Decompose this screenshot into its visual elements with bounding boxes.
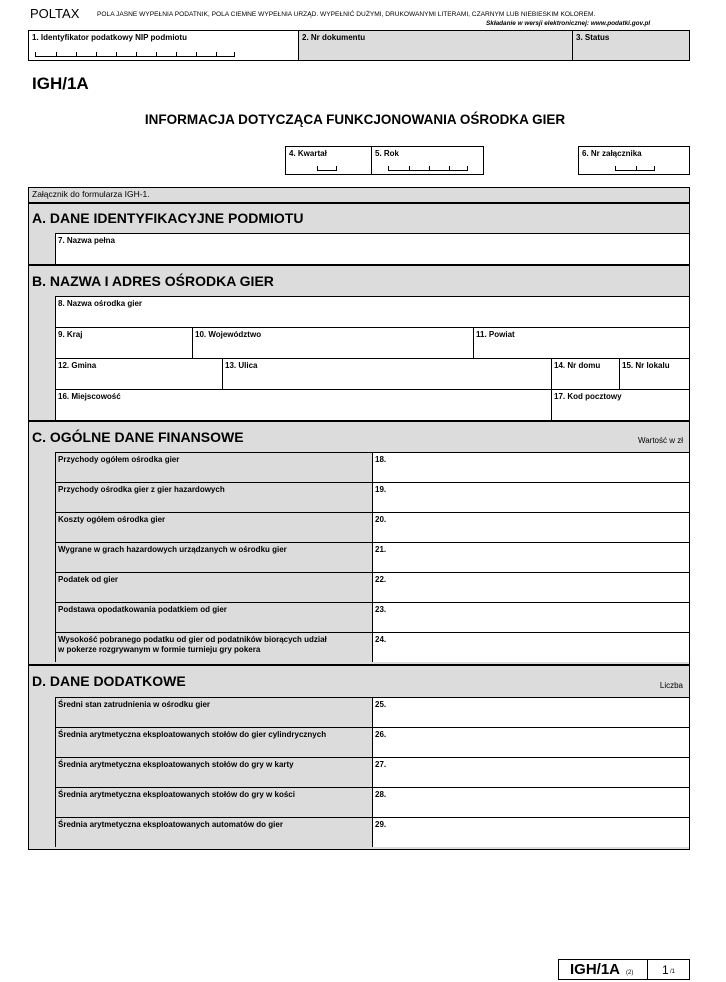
table-row-label-cell xyxy=(55,512,372,542)
row-label: Średnia arytmetyczna eksploatowanych stołów do gry w kości xyxy=(58,790,295,799)
commune-field[interactable] xyxy=(55,358,222,389)
field-number: 22. xyxy=(375,575,387,584)
postal-code-label: 17. Kod pocztowy xyxy=(554,392,622,401)
house-number-field[interactable] xyxy=(551,358,619,389)
row-label: Przychody ośrodka gier z gier hazardowych xyxy=(58,485,225,494)
voivodeship-label: 10. Województwo xyxy=(195,330,262,339)
doc-number-label: 2. Nr dokumentu xyxy=(302,33,366,42)
table-row-label-cell xyxy=(55,572,372,602)
section-a-title: A. DANE IDENTYFIKACYJNE PODMIOTU xyxy=(32,210,304,226)
field-number: 28. xyxy=(375,790,387,799)
quarter-ticks xyxy=(317,166,337,171)
table-row-value-field[interactable] xyxy=(372,697,689,727)
county-label: 11. Powiat xyxy=(476,330,515,339)
footer-code: IGH/1A xyxy=(570,961,621,978)
commune-label: 12. Gmina xyxy=(58,361,97,370)
table-row-label-cell xyxy=(55,727,372,757)
attachment-note: Załącznik do formularza IGH-1. xyxy=(32,189,150,199)
city-label: 16. Miejscowość xyxy=(58,392,121,401)
table-row-label-cell xyxy=(55,452,372,482)
apartment-number-label: 15. Nr lokalu xyxy=(622,361,670,370)
full-name-field[interactable] xyxy=(55,233,689,264)
attachment-number-field[interactable] xyxy=(578,146,690,175)
row-label: Przychody ogółem ośrodka gier xyxy=(58,455,180,464)
field-number: 18. xyxy=(375,455,387,464)
postal-code-field[interactable] xyxy=(551,389,689,420)
row-label: Wysokość pobranego podatku od gier od podatników biorących udział xyxy=(58,635,327,644)
form-code: IGH/1A xyxy=(32,74,89,93)
field-number: 19. xyxy=(375,485,387,494)
year-ticks xyxy=(388,166,468,171)
row-label: Średnia arytmetyczna eksploatowanych stołów do gry w karty xyxy=(58,760,294,769)
doc-number-field xyxy=(299,31,573,60)
table-row-value-field[interactable] xyxy=(372,572,689,602)
table-row-value-field[interactable] xyxy=(372,542,689,572)
table-row-label-cell xyxy=(55,632,372,662)
status-label: 3. Status xyxy=(576,33,610,42)
table-row-value-field[interactable] xyxy=(372,452,689,482)
quarter-label: 4. Kwartał xyxy=(289,149,327,158)
brand: POLTAX xyxy=(30,6,80,21)
center-name-field[interactable] xyxy=(55,296,689,327)
row-label: Podatek od gier xyxy=(58,575,119,584)
center-name-label: 8. Nazwa ośrodka gier xyxy=(58,299,143,308)
field-number: 25. xyxy=(375,700,387,709)
year-field[interactable] xyxy=(371,146,484,175)
table-row-label-cell xyxy=(55,602,372,632)
section-c-divider xyxy=(29,420,689,422)
table-row-value-field[interactable] xyxy=(372,602,689,632)
table-row-value-field[interactable] xyxy=(372,632,689,662)
nip-field[interactable] xyxy=(29,31,299,60)
field-number: 29. xyxy=(375,820,387,829)
instruction: POLA JASNE WYPEŁNIA PODATNIK, POLA CIEMNE WYPEŁNIA URZĄD. WYPEŁNIĆ DUŻYMI, DRUKOWANYMI LITERAMI, CZARNYM LUB NIEBIESKIM KOLOREM. xyxy=(97,11,596,18)
house-number-label: 14. Nr domu xyxy=(554,361,601,370)
section-c-title: C. OGÓLNE DANE FINANSOWE xyxy=(32,429,244,445)
voivodeship-field[interactable] xyxy=(192,327,473,358)
section-b-divider xyxy=(29,264,689,266)
city-field[interactable] xyxy=(55,389,551,420)
row-label: Średnia arytmetyczna eksploatowanych stołów do gier cylindrycznych xyxy=(58,730,327,739)
county-field[interactable] xyxy=(473,327,689,358)
table-row-label-cell xyxy=(55,787,372,817)
footer-page-of: /1 xyxy=(670,969,676,975)
country-field[interactable] xyxy=(55,327,192,358)
table-row-value-field[interactable] xyxy=(372,787,689,817)
footer-page-box xyxy=(647,959,690,980)
section-d-title: D. DANE DODATKOWE xyxy=(32,673,186,689)
field-number: 24. xyxy=(375,635,387,644)
street-label: 13. Ulica xyxy=(225,361,258,370)
form-title: INFORMACJA DOTYCZĄCA FUNKCJONOWANIA OŚRODKA GIER xyxy=(144,112,566,127)
section-a-divider xyxy=(29,202,689,204)
section-d-divider xyxy=(29,664,689,666)
section-d-unit: Liczba xyxy=(659,681,683,690)
table-row-label-cell xyxy=(55,697,372,727)
section-c-unit: Wartość w zł xyxy=(637,436,683,445)
electronic-filing-note: Składanie w wersji elektronicznej: www.podatki.gov.pl xyxy=(486,20,651,27)
top-fields-frame xyxy=(28,30,690,61)
table-row-label-cell xyxy=(55,817,372,847)
country-label: 9. Kraj xyxy=(58,330,83,339)
row-label: Wygrane w grach hazardowych urządzanych w ośrodku gier xyxy=(58,545,287,554)
section-b-title: B. NAZWA I ADRES OŚRODKA GIER xyxy=(32,273,274,289)
row-label: Podstawa opodatkowania podatkiem od gier xyxy=(58,605,227,614)
street-field[interactable] xyxy=(222,358,551,389)
footer-version: (2) xyxy=(626,970,634,976)
table-row-value-field[interactable] xyxy=(372,482,689,512)
field-number: 21. xyxy=(375,545,387,554)
table-row-value-field[interactable] xyxy=(372,817,689,847)
table-row-label-cell xyxy=(55,482,372,512)
field-number: 26. xyxy=(375,730,387,739)
table-row-label-cell xyxy=(55,757,372,787)
field-number: 23. xyxy=(375,605,387,614)
row-label: Koszty ogółem ośrodka gier xyxy=(58,515,166,524)
footer-page: 1 xyxy=(662,963,669,977)
row-label: Średnia arytmetyczna eksploatowanych automatów do gier xyxy=(58,820,283,829)
nip-ticks xyxy=(35,52,235,57)
table-row-value-field[interactable] xyxy=(372,757,689,787)
attachment-number-label: 6. Nr załącznika xyxy=(582,149,642,158)
apartment-number-field[interactable] xyxy=(619,358,689,389)
field-number: 20. xyxy=(375,515,387,524)
quarter-field[interactable] xyxy=(285,146,372,175)
table-row-label-cell xyxy=(55,542,372,572)
attachment-number-ticks xyxy=(615,166,655,171)
field-number: 27. xyxy=(375,760,387,769)
year-label: 5. Rok xyxy=(375,149,400,158)
table-row-value-field[interactable] xyxy=(372,727,689,757)
footer-code-box xyxy=(558,959,648,980)
full-name-label: 7. Nazwa pełna xyxy=(58,236,115,245)
row-label: Średni stan zatrudnienia w ośrodku gier xyxy=(58,700,211,709)
row-label-line2: w pokerze rozgrywanym w formie turnieju gry pokera xyxy=(58,645,261,654)
status-field xyxy=(573,31,689,60)
table-row-value-field[interactable] xyxy=(372,512,689,542)
main-form xyxy=(28,187,690,850)
nip-label: 1. Identyfikator podatkowy NIP podmiotu xyxy=(32,33,187,42)
